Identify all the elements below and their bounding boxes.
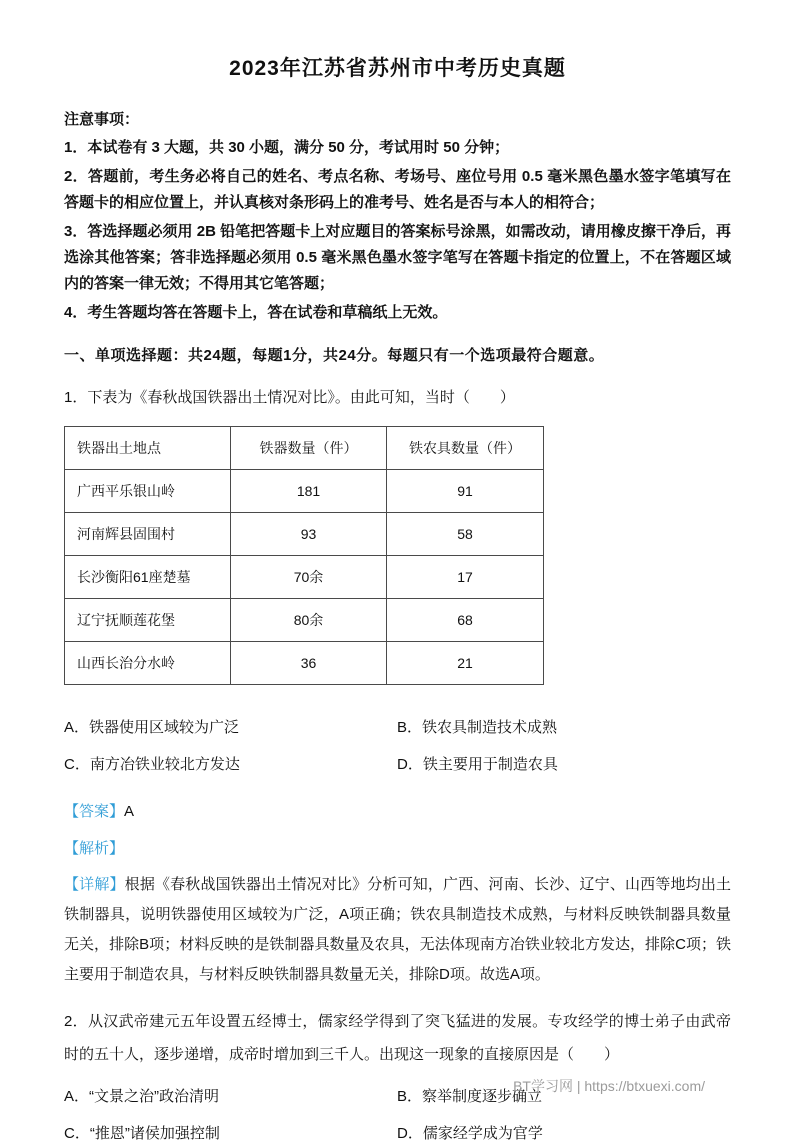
question-1-stem: 1．下表为《春秋战国铁器出土情况对比》。由此可知，当时（ ） xyxy=(64,389,515,406)
iron-artifacts-table xyxy=(64,426,544,685)
table-cell-location: 河南辉县固围村 xyxy=(65,513,231,556)
notice-item-3: 3．答选择题必须用 2B 铅笔把答题卡上对应题目的答案标号涂黑，如需改动，请用橡皮擦干净后，再选涂其他答案；答非选择题必须用 0.5 毫米黑色墨水签字笔写在答题卡指定的位置上，不在答题区域内的答案一律无效；不得用其它笔答题； xyxy=(64,223,731,292)
question-2-option-b: B．察举制度逐步确立 xyxy=(397,1088,543,1105)
table-row xyxy=(65,599,544,642)
table-header-row xyxy=(65,427,544,470)
table-cell-location: 长沙衡阳61座楚墓 xyxy=(65,556,231,599)
question-2-option-d: D．儒家经学成为官学 xyxy=(397,1125,543,1142)
question-1-option-d: D．铁主要用于制造农具 xyxy=(397,756,558,773)
table-row xyxy=(65,556,544,599)
table-cell-farm-tool-count: 58 xyxy=(387,513,544,556)
question-1-option-c: C．南方冶铁业较北方发达 xyxy=(64,756,240,773)
table-cell-location: 山西长治分水岭 xyxy=(65,642,231,685)
question-2-option-c: C．“推恩”诸侯加强控制 xyxy=(64,1125,220,1142)
notice-section xyxy=(64,108,731,326)
table-cell-iron-count: 80余 xyxy=(231,599,387,642)
question-1-option-a: A．铁器使用区域较为广泛 xyxy=(64,719,240,736)
table-row xyxy=(65,470,544,513)
table-row xyxy=(65,642,544,685)
table-cell-iron-count: 93 xyxy=(231,513,387,556)
table-header-location: 铁器出土地点 xyxy=(65,427,231,470)
analysis-line xyxy=(64,837,731,858)
table-header-farm-tool-count: 铁农具数量（件） xyxy=(387,427,544,470)
table-row xyxy=(65,513,544,556)
table-cell-farm-tool-count: 91 xyxy=(387,470,544,513)
notice-item-1: 1．本试卷有 3 大题，共 30 小题，满分 50 分，考试用时 50 分钟； xyxy=(64,139,510,156)
table-header-iron-count: 铁器数量（件） xyxy=(231,427,387,470)
table-cell-location: 辽宁抚顺莲花堡 xyxy=(65,599,231,642)
answer-line xyxy=(64,800,731,821)
notice-item-2: 2．答题前，考生务必将自己的姓名、考点名称、考场号、座位号用 0.5 毫米黑色墨水签字笔填写在答题卡的相应位置上，并认真核对条形码上的准考号、姓名是否与本人的相符合； xyxy=(64,168,731,211)
analysis-label: 【解析】 xyxy=(64,840,125,857)
footer-watermark: BT学习网 | https://btxuexi.com/ xyxy=(513,1078,705,1094)
table-cell-farm-tool-count: 21 xyxy=(387,642,544,685)
question-2-option-a: A．“文景之治”政治清明 xyxy=(64,1088,219,1105)
table-cell-location: 广西平乐银山岭 xyxy=(65,470,231,513)
notice-heading: 注意事项： xyxy=(64,111,140,128)
section-heading: 一、单项选择题：共24题，每题1分，共24分。每题只有一个选项最符合题意。 xyxy=(64,347,605,364)
detail-text: 根据《春秋战国铁器出土情况对比》分析可知，广西、河南、长沙、辽宁、山西等地均出土铁制器具，说明铁器使用区域较为广泛，A项正确；铁农具制造技术成熟，与材料反映铁制器具数量无关，排除B项；材料反映的是铁制器具数量及农具，无法体现南方冶铁业较北方发达，排除C项；铁主要用于制造农具，与材料反映铁制器具数量无关，排除D项。故选A项。 xyxy=(64,876,731,983)
table-cell-iron-count: 70余 xyxy=(231,556,387,599)
answer-label: 【答案】 xyxy=(64,803,125,820)
detail-label: 【详解】 xyxy=(64,876,125,893)
table-cell-farm-tool-count: 17 xyxy=(387,556,544,599)
page-title: 2023年江苏省苏州市中考历史真题 xyxy=(229,57,566,80)
question-1-option-b: B．铁农具制造技术成熟 xyxy=(397,719,558,736)
answer-value: A xyxy=(124,803,135,820)
question-2-stem: 2．从汉武帝建元五年设置五经博士，儒家经学得到了突飞猛进的发展。专攻经学的博士弟子由武帝时的五十人，逐步递增，成帝时增加到三千人。出现这一现象的直接原因是（ ） xyxy=(64,1013,731,1063)
table-cell-farm-tool-count: 68 xyxy=(387,599,544,642)
table-cell-iron-count: 36 xyxy=(231,642,387,685)
table-cell-iron-count: 181 xyxy=(231,470,387,513)
detail-paragraph xyxy=(64,870,731,990)
question-1-options xyxy=(64,717,731,776)
notice-item-4: 4．考生答题均答在答题卡上，答在试卷和草稿纸上无效。 xyxy=(64,304,448,321)
